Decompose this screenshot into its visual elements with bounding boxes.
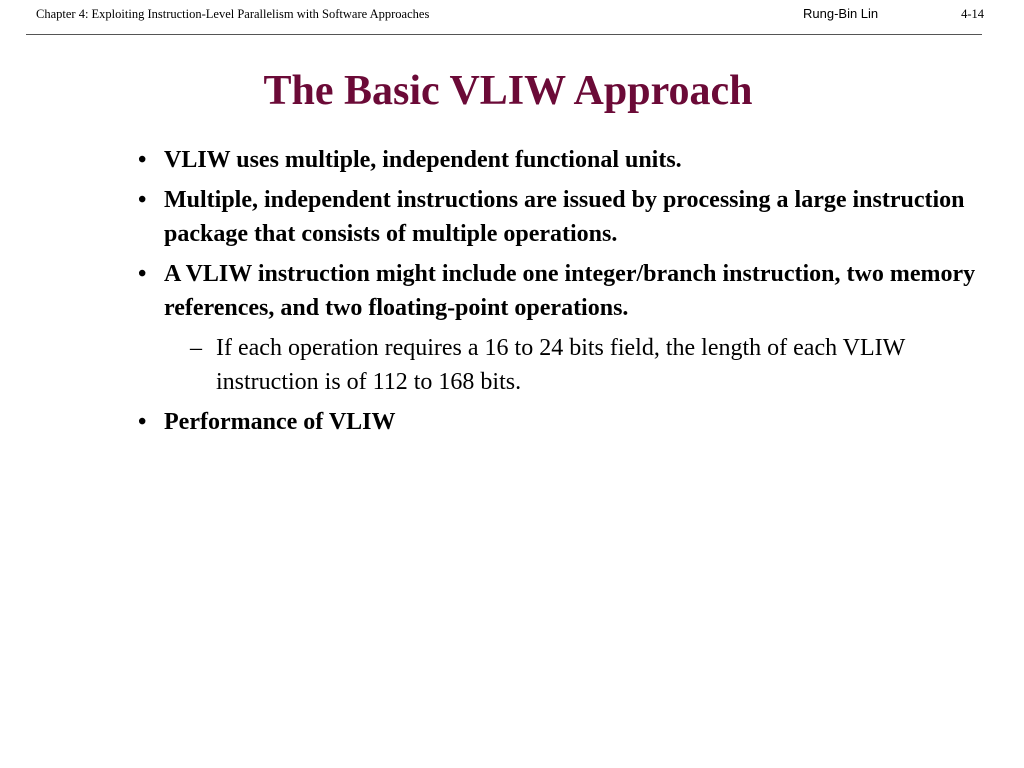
author-name: Rung-Bin Lin bbox=[803, 6, 879, 21]
chapter-title: Chapter 4: Exploiting Instruction-Level Parallelism with Software Approaches bbox=[36, 7, 430, 21]
sub-bullet-marker: – bbox=[190, 335, 202, 361]
bullet-item bbox=[138, 143, 988, 177]
sub-bullet-item bbox=[164, 331, 988, 399]
bullet-marker: • bbox=[138, 187, 147, 213]
bullet-marker: • bbox=[138, 261, 147, 287]
bullet-item bbox=[138, 257, 988, 325]
slide-content bbox=[138, 143, 988, 445]
bullet-text: Performance of VLIW bbox=[164, 409, 396, 435]
bullet-text: A VLIW instruction might include one integer/branch instruction, two memory references, and two floating-point operations. bbox=[164, 261, 976, 321]
bullet-item bbox=[138, 405, 988, 439]
bullet-marker: • bbox=[138, 409, 147, 435]
slide-title: The Basic VLIW Approach bbox=[263, 68, 753, 114]
bullet-marker: • bbox=[138, 147, 147, 173]
bullet-item bbox=[138, 183, 988, 251]
bullet-text: VLIW uses multiple, independent functional units. bbox=[164, 147, 682, 173]
slide-header bbox=[26, 0, 982, 35]
bullet-text: Multiple, independent instructions are issued by processing a large instruction package that consists of multiple operations. bbox=[164, 187, 965, 247]
sub-bullet-text: If each operation requires a 16 to 24 bits field, the length of each VLIW instruction is of 112 to 168 bits. bbox=[216, 335, 905, 395]
page-number: 4-14 bbox=[961, 7, 984, 21]
